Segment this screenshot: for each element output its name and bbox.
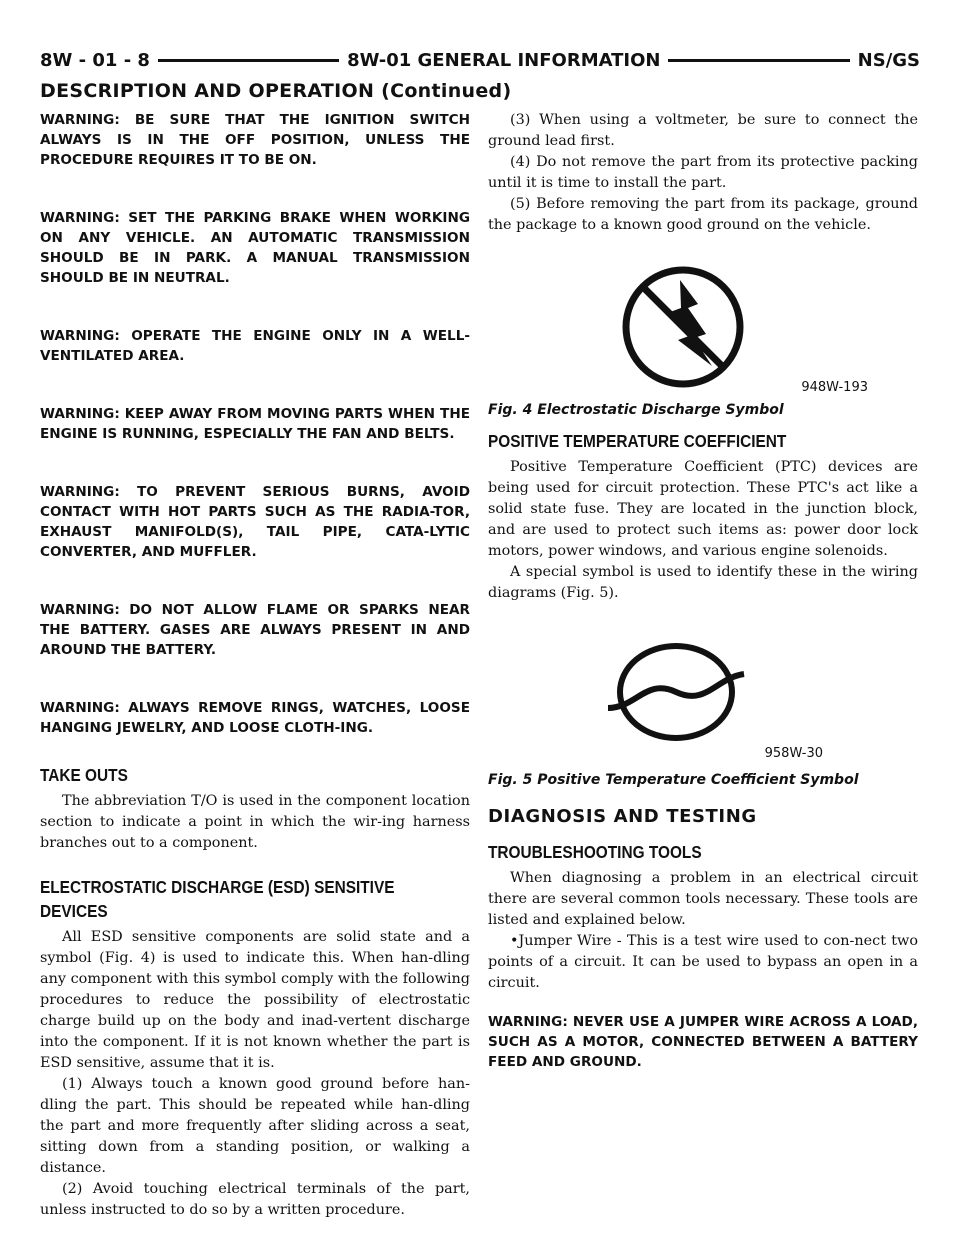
left-column [40, 110, 470, 1221]
warning-jewelry: WARNING: ALWAYS REMOVE RINGS, WATCHES, LOOSE HANGING JEWELRY, AND LOOSE CLOTH-ING. [40, 700, 470, 736]
model-code: NS/GS [857, 49, 921, 71]
fig4-caption: Fig. 4 Electrostatic Discharge Symbol [488, 402, 784, 418]
fig4-code: 948W-193 [801, 380, 868, 395]
ptc-symbol-icon [606, 634, 746, 754]
esd-step-1: (1) Always touch a known good ground before han-dling the part. This should be repeated while han-dling the part and more frequently after sliding across a seat, sitting down from a standing position, or walking a distance. [40, 1076, 470, 1176]
esd-paragraph: All ESD sensitive components are solid state and a symbol (Fig. 4) is used to indicate this. When han-dling any component with this symbol comply with the following procedures to reduce the possibility of electrostatic charge build up on the body and inad-vertent discharge into the component. If it is not known whether the part is ESD sensitive, assume that it is. [40, 929, 470, 1071]
header-rule-left [158, 59, 339, 62]
bullet-icon: • [510, 933, 519, 949]
esd-heading-line2: DEVICES [40, 901, 108, 921]
take-outs-text: The abbreviation T/O is used in the component location section to indicate a point in which the wir-ing harness branches out to a component. [40, 793, 470, 851]
take-outs-heading: TAKE OUTS [40, 765, 128, 785]
warning-jumper-wire: WARNING: NEVER USE A JUMPER WIRE ACROSS A LOAD, SUCH AS A MOTOR, CONNECTED BETWEEN A BATTERY FEED AND GROUND. [488, 1014, 918, 1070]
esd-symbol-icon [618, 262, 748, 392]
page-header [40, 40, 920, 80]
warning-battery: WARNING: DO NOT ALLOW FLAME OR SPARKS NEAR THE BATTERY. GASES ARE ALWAYS PRESENT IN AND AROUND THE BATTERY. [40, 602, 470, 658]
warning-parking-brake: WARNING: SET THE PARKING BRAKE WHEN WORKING ON ANY VEHICLE. AN AUTOMATIC TRANSMISSION SHOULD BE IN PARK. A MANUAL TRANSMISSION SHOULD BE IN NEUTRAL. [40, 210, 470, 286]
esd-heading-line1: ELECTROSTATIC DISCHARGE (ESD) SENSITIVE [40, 877, 395, 897]
warning-moving-parts: WARNING: KEEP AWAY FROM MOVING PARTS WHEN THE ENGINE IS RUNNING, ESPECIALLY THE FAN AND BELTS. [40, 406, 470, 442]
jumper-wire-text: Jumper Wire - This is a test wire used to con-nect two points of a circuit. It can be used to bypass an open in a circuit. [488, 933, 918, 991]
ptc-paragraph: Positive Temperature Coefficient (PTC) devices are being used for circuit protection. These PTC's act like a solid state fuse. They are located in the junction block, and are used to protect such items as: power door lock motors, power windows, and various engine solenoids. [488, 459, 918, 559]
fig5-code: 958W-30 [764, 746, 823, 761]
figure-4 [488, 262, 918, 402]
warning-ventilation: WARNING: OPERATE THE ENGINE ONLY IN A WELL-VENTILATED AREA. [40, 328, 470, 364]
right-column [488, 110, 918, 1110]
esd-step-3: (3) When using a voltmeter, be sure to connect the ground lead first. [488, 112, 918, 149]
diagnosis-heading: DIAGNOSIS AND TESTING [488, 806, 757, 827]
ptc-paragraph-2: A special symbol is used to identify these in the wiring diagrams (Fig. 5). [488, 564, 918, 601]
section-title: 8W-01 GENERAL INFORMATION [347, 49, 661, 71]
esd-step-2: (2) Avoid touching electrical terminals of the part, unless instructed to do so by a written procedure. [40, 1181, 470, 1218]
jumper-wire-item [488, 931, 918, 994]
page-number: 8W - 01 - 8 [40, 49, 150, 71]
esd-step-5: (5) Before removing the part from its package, ground the package to a known good ground on the vehicle. [488, 196, 918, 233]
troubleshooting-heading: TROUBLESHOOTING TOOLS [488, 842, 702, 862]
warning-ignition: WARNING: BE SURE THAT THE IGNITION SWITCH ALWAYS IS IN THE OFF POSITION, UNLESS THE PROCEDURE REQUIRES IT TO BE ON. [40, 112, 470, 168]
figure-5 [488, 632, 918, 772]
warning-burns: WARNING: TO PREVENT SERIOUS BURNS, AVOID CONTACT WITH HOT PARTS SUCH AS THE RADIA-TOR, EXHAUST MANIFOLD(S), TAIL PIPE, CATA-LYTIC CONVERTER, AND MUFFLER. [40, 484, 470, 560]
fig5-caption: Fig. 5 Positive Temperature Coefficient Symbol [488, 772, 859, 788]
tools-text: When diagnosing a problem in an electrical circuit there are several common tools necessary. These tools are listed and explained below. [488, 870, 918, 928]
continued-title: DESCRIPTION AND OPERATION (Continued) [40, 80, 512, 102]
header-rule-right [668, 59, 849, 62]
ptc-heading: POSITIVE TEMPERATURE COEFFICIENT [488, 431, 787, 451]
esd-step-4: (4) Do not remove the part from its protective packing until it is time to install the part. [488, 154, 918, 191]
